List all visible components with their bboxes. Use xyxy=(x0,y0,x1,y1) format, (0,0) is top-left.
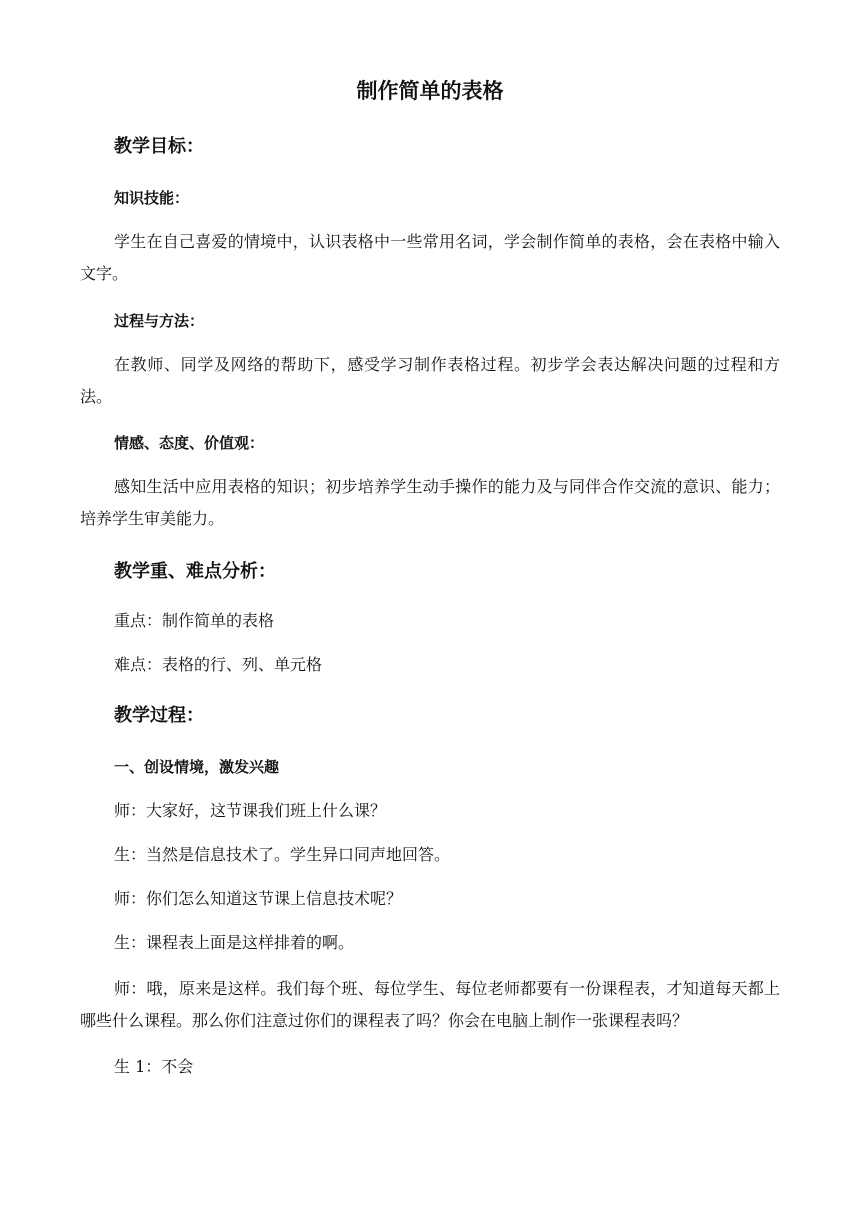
emotion-values-text: 感知生活中应用表格的知识；初步培养学生动手操作的能力及与同伴合作交流的意识、能力；培养学生审美能力。 xyxy=(80,477,780,528)
focus-point: 重点：制作简单的表格 xyxy=(114,611,275,630)
key-points-heading: 教学重、难点分析： xyxy=(114,561,276,582)
dialog-line: 师：大家好，这节课我们班上什么课？ xyxy=(114,801,387,820)
dialog-line: 生：当然是信息技术了。学生异口同声地回答。 xyxy=(114,845,451,864)
knowledge-skills-text: 学生在自己喜爱的情境中，认识表格中一些常用名词，学会制作简单的表格，会在表格中输入文字。 xyxy=(80,232,780,283)
document-title: 制作简单的表格 xyxy=(356,79,504,103)
knowledge-skills-heading: 知识技能： xyxy=(114,189,190,207)
teaching-process-heading: 教学过程： xyxy=(114,705,204,726)
dialog-line: 生：课程表上面是这样排着的啊。 xyxy=(114,933,355,952)
dialog-line: 师：你们怎么知道这节课上信息技术呢？ xyxy=(114,889,403,908)
dialog-line: 生 1：不会 xyxy=(114,1057,194,1076)
difficulty-point: 难点：表格的行、列、单元格 xyxy=(114,655,323,674)
dialog-line: 师：哦，原来是这样。我们每个班、每位学生、每位老师都要有一份课程表，才知道每天都上哪些什么课程。那么你们注意过你们的课程表了吗？你会在电脑上制作一张课程表吗？ xyxy=(80,979,780,1030)
emotion-values-heading: 情感、态度、价值观： xyxy=(114,434,265,452)
step1-heading: 一、创设情境，激发兴趣 xyxy=(114,758,280,776)
process-method-heading: 过程与方法： xyxy=(114,312,205,330)
process-method-text: 在教师、同学及网络的帮助下，感受学习制作表格过程。初步学会表达解决问题的过程和方法。 xyxy=(80,355,780,406)
objectives-heading: 教学目标： xyxy=(114,136,204,157)
